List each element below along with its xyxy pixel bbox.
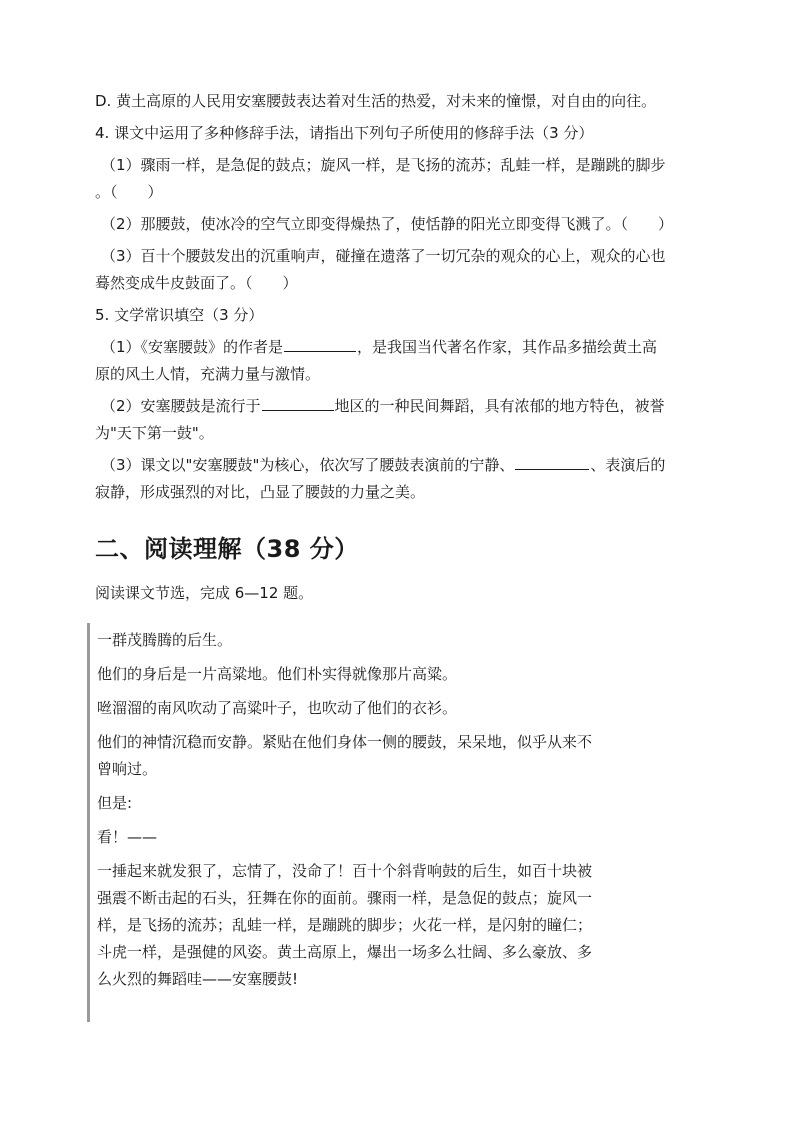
passage-paragraph-6: 看！—— <box>97 828 158 846</box>
passage-paragraph-4 <box>97 729 637 783</box>
question-5-item-1-text-a: （1）《安塞腰鼓》的作者是 <box>101 338 284 356</box>
question-4-title: 4. 课文中运用了多种修辞手法，请指出下列句子所使用的修辞手法（3 分） <box>95 124 594 142</box>
question-5-item-3 <box>95 452 705 506</box>
passage-paragraph-4-line-1: 他们的神情沉稳而安静。紧贴在他们身体一侧的腰鼓，呆呆地，似乎从来不 <box>97 733 593 751</box>
question-5-item-3-text-b: 、表演后的 <box>590 456 666 474</box>
passage-paragraph-7-line-2: 强震不断击起的石头，狂舞在你的面前。骤雨一样，是急促的鼓点；旋风一 <box>97 889 593 907</box>
question-5-item-2-line-2: 为"天下第一鼓"。 <box>95 424 214 442</box>
question-4-item-3-line-1: （3）百十个腰鼓发出的沉重响声，碰撞在遗落了一切冗杂的观众的心上，观众的心也 <box>101 247 666 265</box>
question-4-item-1 <box>95 152 705 206</box>
passage-paragraph-7 <box>97 858 637 993</box>
question-5-item-3-line-2: 寂静，形成强烈的对比，凸显了腰鼓的力量之美。 <box>95 483 426 501</box>
passage-paragraph-4-line-2: 曾响过。 <box>97 760 158 778</box>
passage-excerpt <box>87 623 637 1022</box>
question-5-item-1-line-2: 原的风土人情，充满力量与激情。 <box>95 365 321 383</box>
fill-blank-1[interactable] <box>284 336 356 352</box>
section-2-intro: 阅读课文节选，完成 6—12 题。 <box>95 584 314 602</box>
question-5-item-2-text-b: 地区的一种民间舞蹈，具有浓郁的地方特色，被誉 <box>334 397 665 415</box>
question-4-item-3-line-2: 蓦然变成牛皮鼓面了。（ ） <box>95 274 298 292</box>
fill-blank-2[interactable] <box>262 395 334 411</box>
passage-paragraph-7-line-5: 么火烈的舞蹈哇——安塞腰鼓! <box>97 970 299 988</box>
document-content <box>95 88 705 1022</box>
passage-paragraph-7-line-1: 一捶起来就发狠了，忘情了，没命了！百十个斜背响鼓的后生，如百十块被 <box>97 862 593 880</box>
question-4-item-3 <box>95 243 705 297</box>
question-5-item-1-text-b: ，是我国当代著名作家，其作品多描绘黄土高 <box>357 338 658 356</box>
question-5-item-3-text-a: （3）课文以"安塞腰鼓"为核心，依次写了腰鼓表演前的宁静、 <box>101 456 515 474</box>
fill-blank-3[interactable] <box>515 454 589 470</box>
question-5-item-1 <box>95 334 705 388</box>
passage-paragraph-2: 他们的身后是一片高粱地。他们朴实得就像那片高粱。 <box>97 665 458 683</box>
passage-paragraph-7-line-4: 斗虎一样，是强健的风姿。黄土高原上，爆出一场多么壮阔、多么豪放、多 <box>97 943 593 961</box>
section-2-heading: 二、阅读理解（38 分） <box>95 535 359 563</box>
passage-paragraph-7-line-3: 样，是飞扬的流苏；乱蛙一样，是蹦跳的脚步；火花一样，是闪射的瞳仁； <box>97 916 593 934</box>
question-4-item-2: （2）那腰鼓，使冰冷的空气立即变得燥热了，使恬静的阳光立即变得飞溅了。（ ） <box>101 215 674 233</box>
question-5-item-2 <box>95 393 705 447</box>
passage-paragraph-1: 一群茂腾腾的后生。 <box>97 631 233 649</box>
question-5-item-2-text-a: （2）安塞腰鼓是流行于 <box>101 397 261 415</box>
passage-paragraph-5: 但是: <box>97 794 133 812</box>
question-5-item-3-line-1 <box>95 452 705 479</box>
question-4-item-1-line-2: 。（ ） <box>95 183 163 201</box>
question-5-title: 5. 文学常识填空（3 分） <box>95 306 264 324</box>
option-d: D. 黄土高原的人民用安塞腰鼓表达着对生活的热爱，对未来的憧憬，对自由的向往。 <box>95 92 657 110</box>
question-5-item-1-line-1 <box>95 334 705 361</box>
question-4-item-1-line-1: （1）骤雨一样，是急促的鼓点；旋风一样，是飞扬的流苏；乱蛙一样，是蹦跳的脚步 <box>101 156 666 174</box>
passage-paragraph-3: 咝溜溜的南风吹动了高粱叶子，也吹动了他们的衣衫。 <box>97 699 458 717</box>
question-5-item-2-line-1 <box>95 393 705 420</box>
